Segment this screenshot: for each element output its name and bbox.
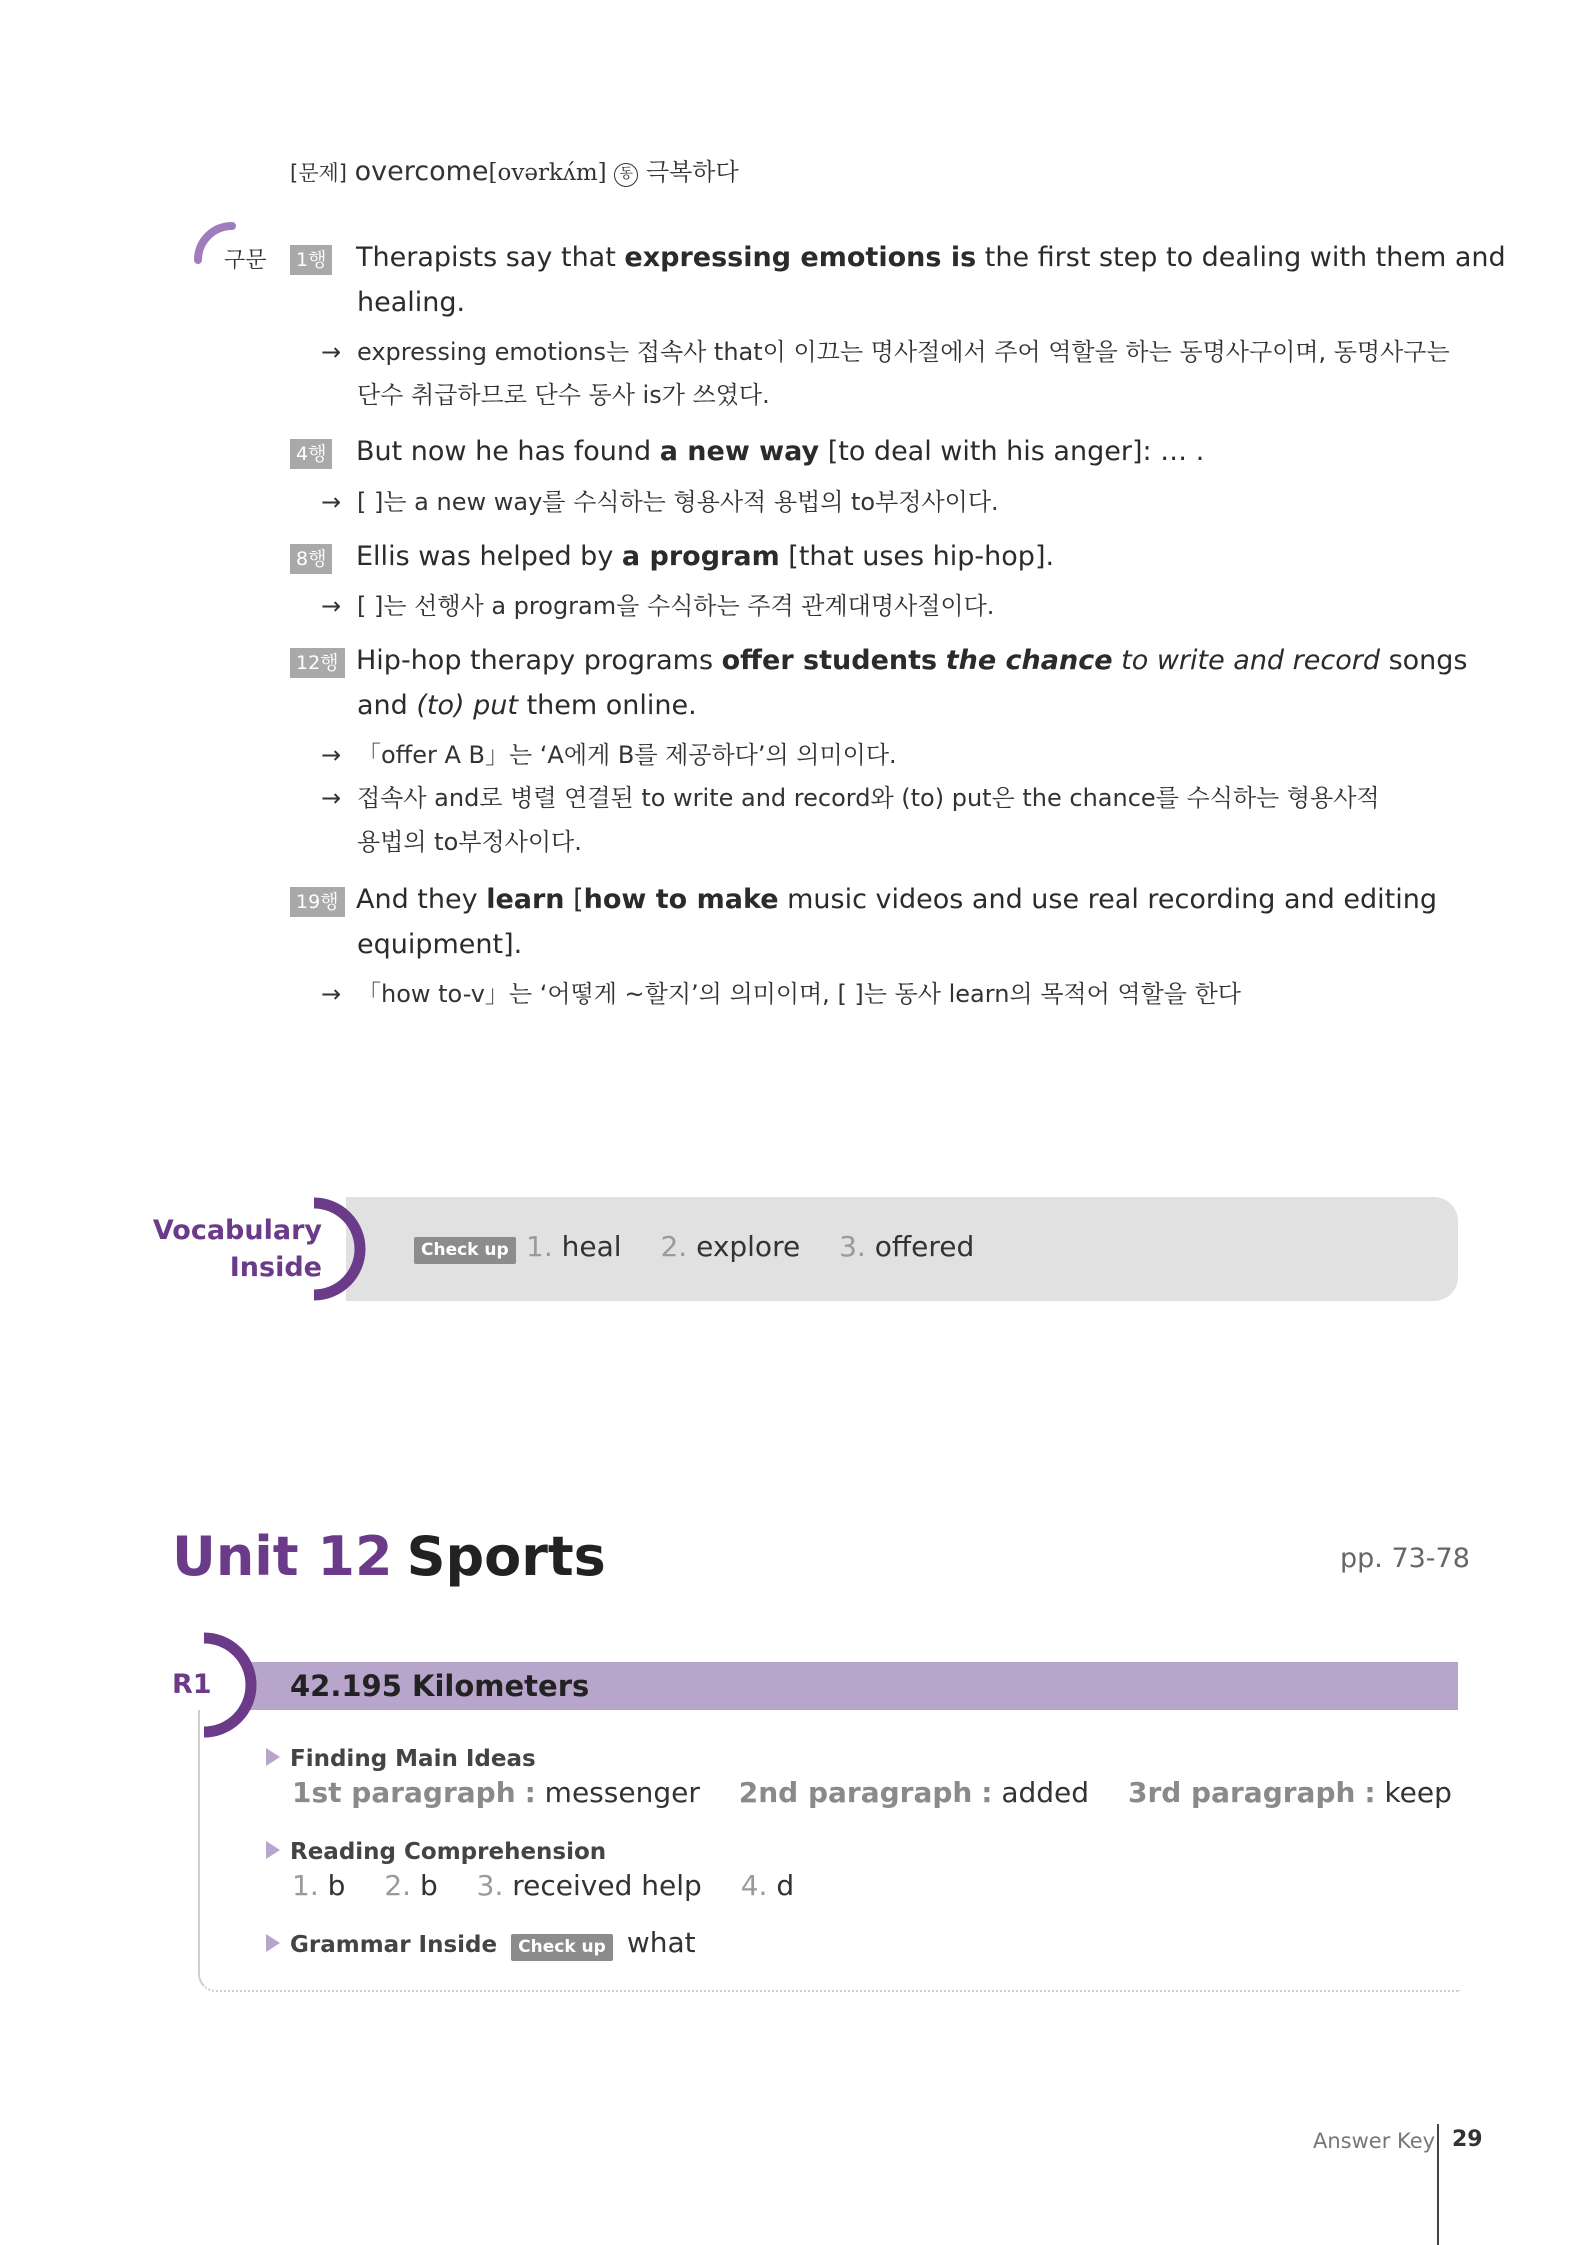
triangle-bullet-icon — [266, 1748, 280, 1766]
line-badge: 19행 — [290, 887, 345, 917]
grammar-sentence-4: 4행 But now he has found a new way [to deal with his anger]: … . — [290, 436, 1204, 469]
grammar-note-12a: → 「offer A B」는 ‘A에게 B를 제공하다’의 의미이다. — [321, 741, 897, 769]
grammar-note-19: → 「how to-v」는 ‘어떻게 ~할지’의 의미이며, [ ]는 동사 learn의 목적어 역할을 한다 — [321, 980, 1241, 1008]
grammar-note-12b: → 접속사 and로 병렬 연결된 to write and record와 (to) put은 the chance를 수식하는 형용사적 — [321, 784, 1380, 812]
grammar-note-1: → expressing emotions는 접속사 that이 이끄는 명사절에서 주어 역할을 하는 동명사구이며, 동명사구는 — [321, 338, 1450, 366]
arrow-icon: → — [321, 784, 342, 812]
r1-label: R1 — [172, 1669, 212, 1700]
grammar-sentence-12: 12행 Hip-hop therapy programs offer students the chance to write and record songs — [290, 645, 1467, 678]
grammar-sentence-19-cont: equipment]. — [357, 929, 523, 960]
r1-title: 42.195 Kilometers — [290, 1669, 590, 1703]
finding-main-ideas-answers: 1st paragraph : messenger 2nd paragraph : added 3rd paragraph : keep — [292, 1776, 1452, 1809]
triangle-bullet-icon — [266, 1841, 280, 1859]
line-badge: 12행 — [290, 648, 345, 678]
vocab-inside-title: Vocabulary Inside — [152, 1215, 322, 1283]
check-up-badge: Check up — [511, 1934, 613, 1961]
page-range: pp. 73-78 — [1340, 1543, 1470, 1574]
arrow-icon: → — [321, 980, 342, 1008]
grammar-note-12b-cont: 용법의 to부정사이다. — [357, 828, 582, 856]
grammar-note-1-cont: 단수 취급하므로 단수 동사 is가 쓰였다. — [357, 381, 770, 409]
reading-comprehension-answers: 1. b 2. b 3. received help 4. d — [292, 1869, 795, 1902]
arrow-icon: → — [321, 338, 342, 366]
grammar-sentence-12-cont: and (to) put them online. — [357, 690, 697, 721]
vocab-pronunciation: [ovərkʌ́m] — [488, 160, 607, 186]
line-badge: 8행 — [290, 544, 332, 574]
grammar-sentence-8: 8행 Ellis was helped by a program [that uses hip-hop]. — [290, 541, 1054, 574]
arrow-icon: → — [321, 592, 342, 620]
vocab-tag: [문제] — [290, 161, 347, 185]
vocab-inside-answers — [526, 1230, 1004, 1263]
unit-title: Unit 12 Sports — [172, 1525, 606, 1588]
vocab-word: overcome — [354, 156, 489, 187]
verb-circle-icon: 동 — [614, 163, 638, 187]
finding-main-ideas-heading: Finding Main Ideas — [266, 1746, 536, 1772]
page-number: 29 — [1452, 2127, 1483, 2152]
reading-comprehension-heading: Reading Comprehension — [266, 1839, 606, 1865]
footer-label: Answer Key — [1313, 2129, 1436, 2153]
grammar-inside-answer: what — [626, 1926, 696, 1959]
arrow-icon: → — [321, 741, 342, 769]
arrow-icon: → — [321, 488, 342, 516]
vocab-line — [290, 152, 739, 187]
vocab-meaning: 극복하다 — [645, 158, 739, 186]
line-badge: 4행 — [290, 439, 332, 469]
unit-subtitle: Sports — [406, 1525, 606, 1588]
grammar-sentence-1-cont: healing. — [357, 287, 466, 318]
grammar-sentence-1: 1행 Therapists say that expressing emotions is the first step to dealing with them and — [290, 242, 1506, 275]
answer-item: 2. explore — [660, 1230, 801, 1263]
grammar-note-4: → [ ]는 a new way를 수식하는 형용사적 용법의 to부정사이다. — [321, 488, 999, 516]
answer-item: 3. offered — [839, 1230, 975, 1263]
line-badge: 1행 — [290, 245, 332, 275]
grammar-label: 구문 — [224, 248, 267, 273]
triangle-bullet-icon — [266, 1934, 280, 1952]
grammar-sentence-19: 19행 And they learn [how to make music videos and use real recording and editing — [290, 884, 1437, 917]
footer-divider — [1437, 2124, 1439, 2245]
grammar-inside-row: Grammar Inside Check up what — [266, 1926, 696, 1961]
answer-item: 1. heal — [526, 1230, 622, 1263]
check-up-badge: Check up — [414, 1237, 516, 1264]
grammar-note-8: → [ ]는 선행사 a program을 수식하는 주격 관계대명사절이다. — [321, 592, 995, 620]
